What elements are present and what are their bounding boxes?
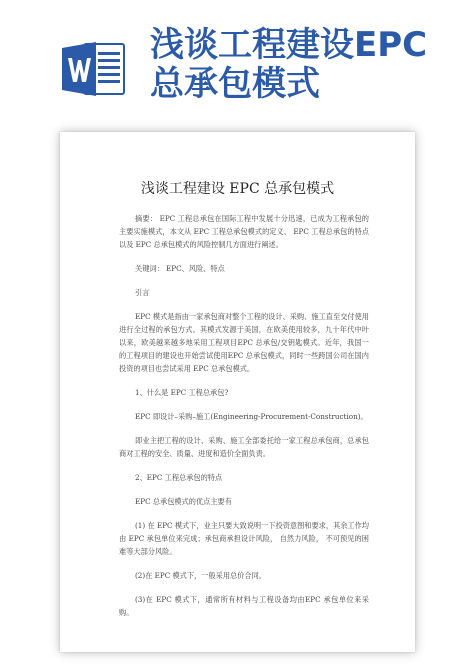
header-banner [0,0,474,125]
body-paragraph: EPC 总承包模式的优点主要有 [135,497,232,506]
document-page [60,132,415,652]
list-item: (2)在 EPC 模式下，一般采用总价合同。 [135,571,266,580]
section-heading: 2、EPC 工程总承包的特点 [135,473,223,482]
document-title: 浅谈工程建设 EPC 总承包模式 [140,181,335,197]
body-paragraph: EPC 模式是指由一家承包商对整个工程的设计、采购、施工直至交付使用进行全过程的承包方式。其模式发源于美国，在欧美使用较多，九十年代中叶以来，欧美越来越多地采用工程项目EPC 总承包/交钥匙模式。近年，我国一的工程项目的建设也开始尝试使用EPC 总承包模式，同时一些跨国公司在国内投资的项目也尝试采用 EPC 总承包模式。 [119,312,369,373]
list-item: (3)在 EPC 模式下，通常所有材料与工程设备均由EPC 承包单位来采购。 [119,595,369,617]
section-heading-intro: 引言 [135,288,150,297]
body-paragraph: EPC 即设计–采购–施工(Engineering-Procurement-Construction)。 [135,412,368,421]
keywords-paragraph: 关键词： EPC、风险、特点 [135,264,225,273]
list-item: (1) 在 EPC 模式下，业主只要大致说明一下投资意图和要求，其余工作均由 EPC 承包单位来完成；承包商承担设计风险， 自然力风险， 不可预见的困难等大部分风险。 [119,521,369,556]
document-body [119,212,369,630]
abstract-paragraph: 摘要： EPC 工程总承包在国际工程中发展十分迅速，已成为工程承包的主要实施模式，本文从 EPC 工程总承包模式的定义、 EPC 工程总承包的特点以及 EPC 总承包模式的风险控制几方面进行阐述。 [119,214,369,249]
body-paragraph: 即业主把工程的设计、采购、施工全部委托给一家工程总承包商，总承包商对工程的安全、质量、进度和造价全面负责。 [119,436,369,458]
page-title: 浅谈工程建设EPC总承包模式 [150,25,428,104]
section-heading: 1、什么是 EPC 工程总承包? [135,388,229,397]
word-icon [62,40,126,98]
